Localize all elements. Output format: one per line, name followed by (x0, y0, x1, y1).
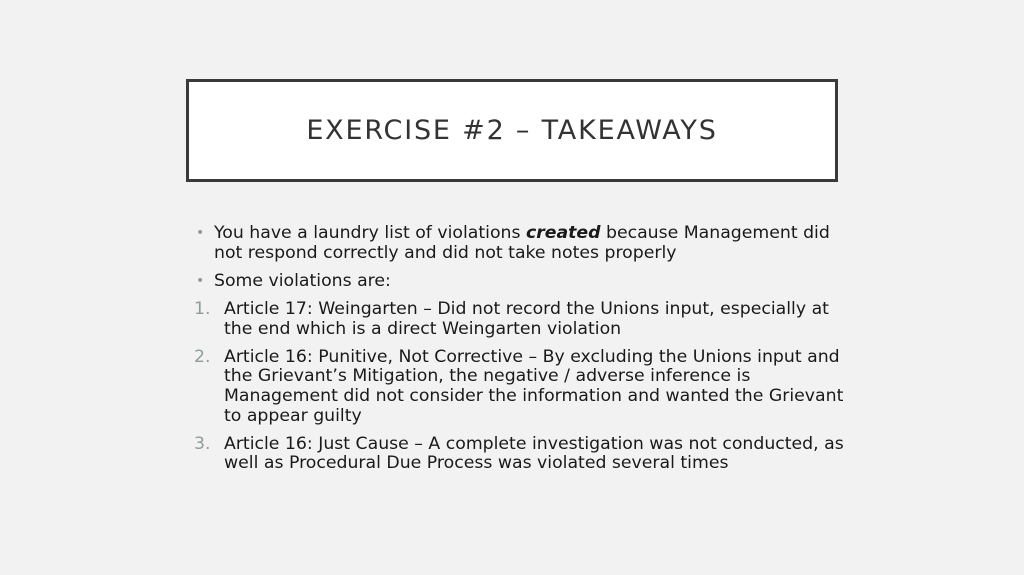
slide-title: EXERCISE #2 – TAKEAWAYS (306, 115, 718, 146)
list-number: 2. (194, 346, 211, 367)
numbered-item (194, 300, 844, 339)
bullet-text: Some violations are: (214, 270, 391, 291)
slide-title-box (186, 79, 838, 182)
bullet-marker: • (196, 225, 205, 241)
bullet-marker: • (196, 272, 205, 289)
list-number: 1. (194, 298, 211, 319)
numbered-item-text: Article 17: Weingarten – Did not record the Unions input, especially at the end which is a direct Weingarten violation (224, 298, 829, 339)
numbered-item-text: Article 16: Just Cause – A complete investigation was not conducted, as well as Procedural Due Process was violated several times (224, 433, 844, 474)
numbered-item-text: Article 16: Punitive, Not Corrective – By excluding the Unions input and the Grievant’s Mitigation, the negative / adverse inference is Management did not consider the information and wanted the Grievant to appear guilty (224, 346, 844, 426)
bullet-text-before: You have a laundry list of violations (214, 223, 526, 243)
numbered-item (194, 348, 844, 426)
numbered-item (194, 435, 844, 474)
bullet-emphasis: created (525, 223, 601, 243)
slide-body (194, 224, 844, 483)
bullet-item (194, 272, 844, 292)
bullet-item (194, 224, 844, 263)
bullet-text-after: because Management did not respond correctly and did not take notes properly (214, 223, 830, 263)
list-number: 3. (194, 433, 211, 454)
